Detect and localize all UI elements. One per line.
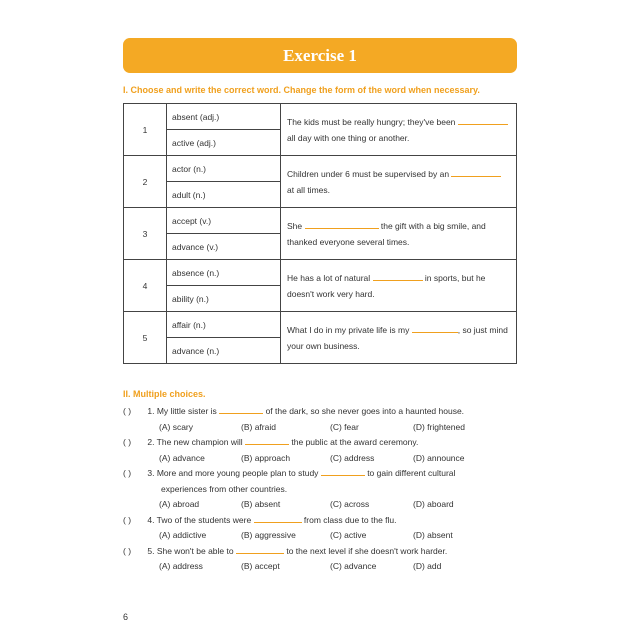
option-c[interactable]: (C) advance — [330, 561, 377, 571]
options-row — [123, 497, 523, 513]
option-c[interactable]: (C) address — [330, 452, 375, 463]
row-number: 3 — [124, 208, 167, 260]
word-option: ability (n.) — [167, 286, 281, 312]
word-option: advance (v.) — [167, 234, 281, 260]
question-text: to gain different cultural — [367, 468, 456, 478]
page-number: 6 — [123, 612, 129, 622]
question-text: 3. More and more young people plan to study — [147, 468, 319, 478]
sentence-cell — [281, 312, 517, 364]
question-line — [123, 544, 523, 560]
sentence-text: in sports, but he doesn't work very hard. — [287, 272, 486, 299]
row-number: 2 — [124, 156, 167, 208]
question-blank — [219, 405, 263, 414]
question-text: 1. My little sister is — [147, 406, 217, 416]
sentence-text: He has a lot of natural — [287, 272, 371, 283]
option-c[interactable]: (C) active — [330, 530, 367, 540]
answer-blank[interactable] — [305, 220, 379, 229]
sentence-text: the gift with a big smile, and thanked everyone several times. — [287, 220, 486, 247]
question-blank — [236, 545, 284, 554]
section-1-heading: I. Choose and write the correct word. Change the form of the word when necessary. — [123, 85, 480, 95]
question-blank — [321, 467, 365, 476]
table-row — [124, 312, 517, 338]
question-continuation: experiences from other countries. — [161, 483, 288, 494]
multiple-choice-list — [123, 404, 523, 575]
question-text: 5. She won't be able to — [147, 545, 234, 556]
answer-blank[interactable] — [412, 324, 458, 333]
question-line — [123, 435, 523, 451]
word-option: actor (n.) — [167, 156, 281, 182]
sentence-cell — [281, 260, 517, 312]
word-option: accept (v.) — [167, 208, 281, 234]
table-row — [124, 104, 517, 130]
word-option: absence (n.) — [167, 260, 281, 286]
question-blank — [245, 436, 289, 445]
table-row — [124, 260, 517, 286]
row-number: 5 — [124, 312, 167, 364]
question-line — [123, 404, 523, 420]
option-b[interactable]: (B) approach — [241, 452, 291, 463]
question-text: to the next level if she doesn't work harder. — [286, 545, 448, 556]
sentence-cell — [281, 156, 517, 208]
table-row — [124, 156, 517, 182]
sentence-text: The kids must be really hungry; they've been — [287, 116, 456, 127]
option-c[interactable]: (C) across — [330, 499, 370, 509]
options-row — [123, 559, 523, 575]
word-option: active (adj.) — [167, 130, 281, 156]
question-blank — [254, 514, 302, 523]
options-row — [123, 451, 523, 467]
sentence-text: What I do in my private life is my — [287, 324, 410, 335]
row-number: 1 — [124, 104, 167, 156]
option-b[interactable]: (B) afraid — [241, 421, 276, 432]
answer-parentheses[interactable]: ( ) — [123, 437, 132, 447]
option-d[interactable]: (D) absent — [413, 530, 453, 540]
option-a[interactable]: (A) scary — [159, 421, 193, 432]
exercise-title: Exercise 1 — [283, 45, 357, 65]
question-line — [123, 466, 523, 482]
sentence-text: Children under 6 must be supervised by an — [287, 168, 450, 179]
word-option: affair (n.) — [167, 312, 281, 338]
answer-parentheses[interactable]: ( ) — [123, 514, 132, 525]
option-a[interactable]: (A) abroad — [159, 499, 200, 509]
table-row — [124, 208, 517, 234]
section-2-heading: II. Multiple choices. — [123, 389, 206, 399]
option-d[interactable]: (D) add — [413, 561, 442, 571]
question-text: of the dark, so she never goes into a haunted house. — [265, 406, 465, 416]
option-a[interactable]: (A) advance — [159, 452, 205, 463]
row-number: 4 — [124, 260, 167, 312]
sentence-text: at all times. — [287, 184, 330, 195]
option-d[interactable]: (D) aboard — [413, 499, 454, 509]
option-a[interactable]: (A) address — [159, 561, 203, 571]
option-b[interactable]: (B) accept — [241, 561, 280, 571]
option-b[interactable]: (B) absent — [241, 499, 281, 509]
sentence-text: all day with one thing or another. — [287, 132, 410, 143]
answer-parentheses[interactable]: ( ) — [123, 468, 132, 478]
answer-parentheses[interactable]: ( ) — [123, 406, 132, 416]
answer-parentheses[interactable]: ( ) — [123, 545, 132, 556]
question-text: from class due to the flu. — [303, 514, 397, 525]
sentence-text: She — [287, 220, 303, 231]
sentence-cell — [281, 208, 517, 260]
question-text: 2. The new champion will — [147, 437, 243, 447]
exercise-banner — [123, 38, 517, 73]
answer-blank[interactable] — [451, 168, 501, 177]
word-choice-table — [123, 103, 517, 364]
answer-blank[interactable] — [458, 116, 508, 125]
option-a[interactable]: (A) addictive — [159, 530, 207, 540]
options-row — [123, 528, 523, 544]
options-row — [123, 420, 523, 436]
option-c[interactable]: (C) fear — [330, 421, 359, 432]
word-option: absent (adj.) — [167, 104, 281, 130]
sentence-text: , so just mind your own business. — [287, 324, 508, 351]
question-text: 4. Two of the students were — [147, 514, 252, 525]
option-b[interactable]: (B) aggressive — [241, 530, 296, 540]
word-option: adult (n.) — [167, 182, 281, 208]
option-d[interactable]: (D) frightened — [413, 421, 465, 432]
answer-blank[interactable] — [373, 272, 423, 281]
word-option: advance (n.) — [167, 338, 281, 364]
sentence-cell — [281, 104, 517, 156]
question-line — [123, 513, 523, 529]
option-d[interactable]: (D) announce — [413, 452, 465, 463]
question-text: the public at the award ceremony. — [291, 437, 419, 447]
